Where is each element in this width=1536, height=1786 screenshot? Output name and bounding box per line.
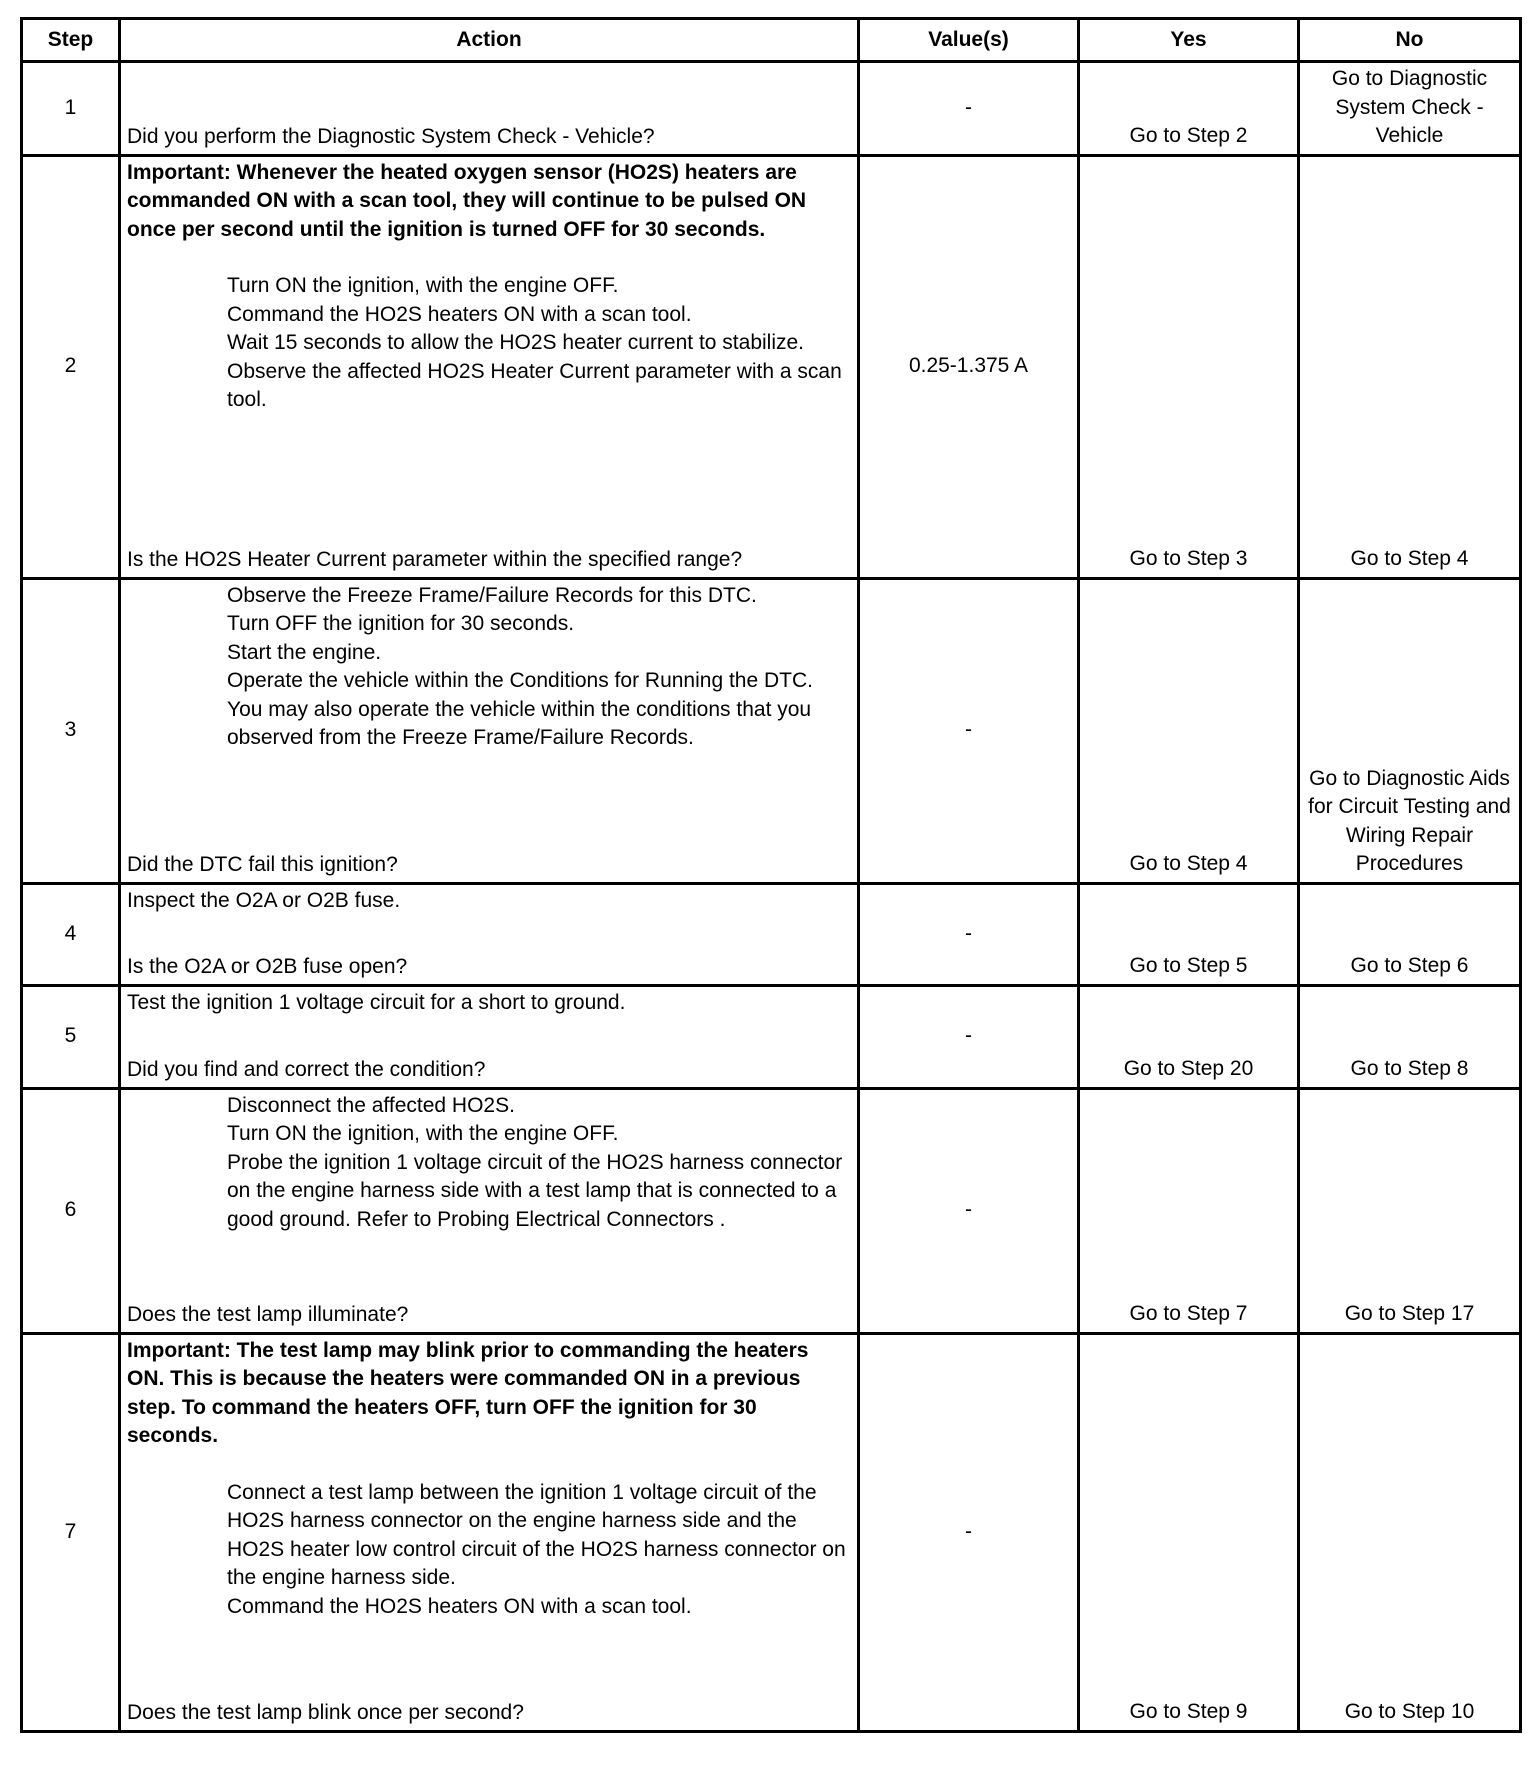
substep: Probe the ignition 1 voltage circuit of the HO2S harness connector on the engine harness side with a test lamp that is connected to a good ground. Refer to Probing Electrical Connectors .: [227, 1150, 843, 1231]
action-cell: [120, 985, 859, 1088]
question: Is the O2A or O2B fuse open?: [127, 955, 408, 978]
header-no: No: [1299, 19, 1521, 62]
diagnostic-table: [20, 17, 1522, 1733]
action-cell: [120, 578, 859, 883]
yes-cell: Go to Step 20: [1079, 985, 1299, 1088]
table-row: [22, 1088, 1521, 1333]
action-cell: [120, 1088, 859, 1333]
action-cell: [120, 883, 859, 985]
no-cell: Go to Step 8: [1299, 985, 1521, 1088]
no-cell: Go to Diagnostic System Check - Vehicle: [1299, 62, 1521, 156]
substep: Connect a test lamp between the ignition 1 voltage circuit of the HO2S harness connector on the engine harness side and the HO2S heater low control circuit of the HO2S harness connector on the engine harness side.: [227, 1480, 846, 1589]
substep: Command the HO2S heaters ON with a scan tool.: [227, 302, 692, 326]
substep: Turn ON the ignition, with the engine OFF.: [227, 274, 619, 297]
question: Is the HO2S Heater Current parameter within the specified range?: [127, 548, 743, 571]
substep: Turn OFF the ignition for 30 seconds.: [227, 612, 575, 635]
step-number: 4: [22, 883, 120, 985]
question: Does the test lamp illuminate?: [127, 1303, 409, 1326]
step-number: 2: [22, 155, 120, 578]
substep: Start the engine.: [227, 640, 382, 664]
substep: Command the HO2S heaters ON with a scan tool.: [227, 1594, 692, 1618]
header-row: [22, 19, 1521, 62]
substep: Operate the vehicle within the Conditions for Running the DTC. You may also operate the vehicle within the conditions that you observed from the Freeze Frame/Failure Records.: [227, 669, 813, 749]
value-cell: -: [859, 1088, 1079, 1333]
table-row: [22, 578, 1521, 883]
value-cell: -: [859, 1333, 1079, 1731]
value-cell: -: [859, 883, 1079, 985]
step-number: 7: [22, 1333, 120, 1731]
yes-cell: Go to Step 3: [1079, 155, 1299, 578]
question: Did the DTC fail this ignition?: [127, 853, 398, 876]
yes-cell: Go to Step 9: [1079, 1333, 1299, 1731]
table-row: [22, 1333, 1521, 1731]
action-cell: [120, 155, 859, 578]
value-cell: -: [859, 578, 1079, 883]
yes-cell: Go to Step 2: [1079, 62, 1299, 156]
substep: Turn ON the ignition, with the engine OFF.: [227, 1122, 619, 1145]
step-number: 5: [22, 985, 120, 1088]
substep: Disconnect the affected HO2S.: [227, 1093, 515, 1117]
no-cell: Go to Step 17: [1299, 1088, 1521, 1333]
header-step: Step: [22, 19, 120, 62]
yes-cell: Go to Step 5: [1079, 883, 1299, 985]
table-row: [22, 155, 1521, 578]
table-row: [22, 62, 1521, 156]
substep: Inspect the O2A or O2B fuse.: [127, 888, 401, 912]
header-action: Action: [120, 19, 859, 62]
header-yes: Yes: [1079, 19, 1299, 62]
value-cell: -: [859, 62, 1079, 156]
substep: Observe the affected HO2S Heater Current parameter with a scan tool.: [227, 359, 842, 411]
no-cell: Go to Step 4: [1299, 155, 1521, 578]
substep: Observe the Freeze Frame/Failure Records for this DTC.: [227, 583, 757, 607]
substep: Wait 15 seconds to allow the HO2S heater current to stabilize.: [227, 331, 805, 354]
table-row: [22, 883, 1521, 985]
step-number: 6: [22, 1088, 120, 1333]
no-cell: Go to Diagnostic Aids for Circuit Testing and Wiring Repair Procedures: [1299, 578, 1521, 883]
substep: Test the ignition 1 voltage circuit for a short to ground.: [127, 990, 626, 1014]
yes-cell: Go to Step 4: [1079, 578, 1299, 883]
question: Does the test lamp blink once per second?: [127, 1701, 524, 1724]
important-note: Important: The test lamp may blink prior to commanding the heaters ON. This is because the heaters were commanded ON in a previous step. To command the heaters OFF, turn OFF the ignition for 30 seconds.: [127, 1338, 809, 1447]
question: Did you find and correct the condition?: [127, 1058, 486, 1081]
action-cell: [120, 1333, 859, 1731]
important-note: Important: Whenever the heated oxygen sensor (HO2S) heaters are commanded ON with a scan tool, they will continue to be pulsed ON once per second until the ignition is turned OFF for 30 seconds.: [127, 160, 807, 241]
question: Did you perform the Diagnostic System Check - Vehicle?: [127, 125, 655, 148]
value-cell: 0.25-1.375 A: [859, 155, 1079, 578]
no-cell: Go to Step 6: [1299, 883, 1521, 985]
action-cell: [120, 62, 859, 156]
table-row: [22, 985, 1521, 1088]
yes-cell: Go to Step 7: [1079, 1088, 1299, 1333]
step-number: 1: [22, 62, 120, 156]
value-cell: -: [859, 985, 1079, 1088]
no-cell: Go to Step 10: [1299, 1333, 1521, 1731]
header-values: Value(s): [859, 19, 1079, 62]
step-number: 3: [22, 578, 120, 883]
